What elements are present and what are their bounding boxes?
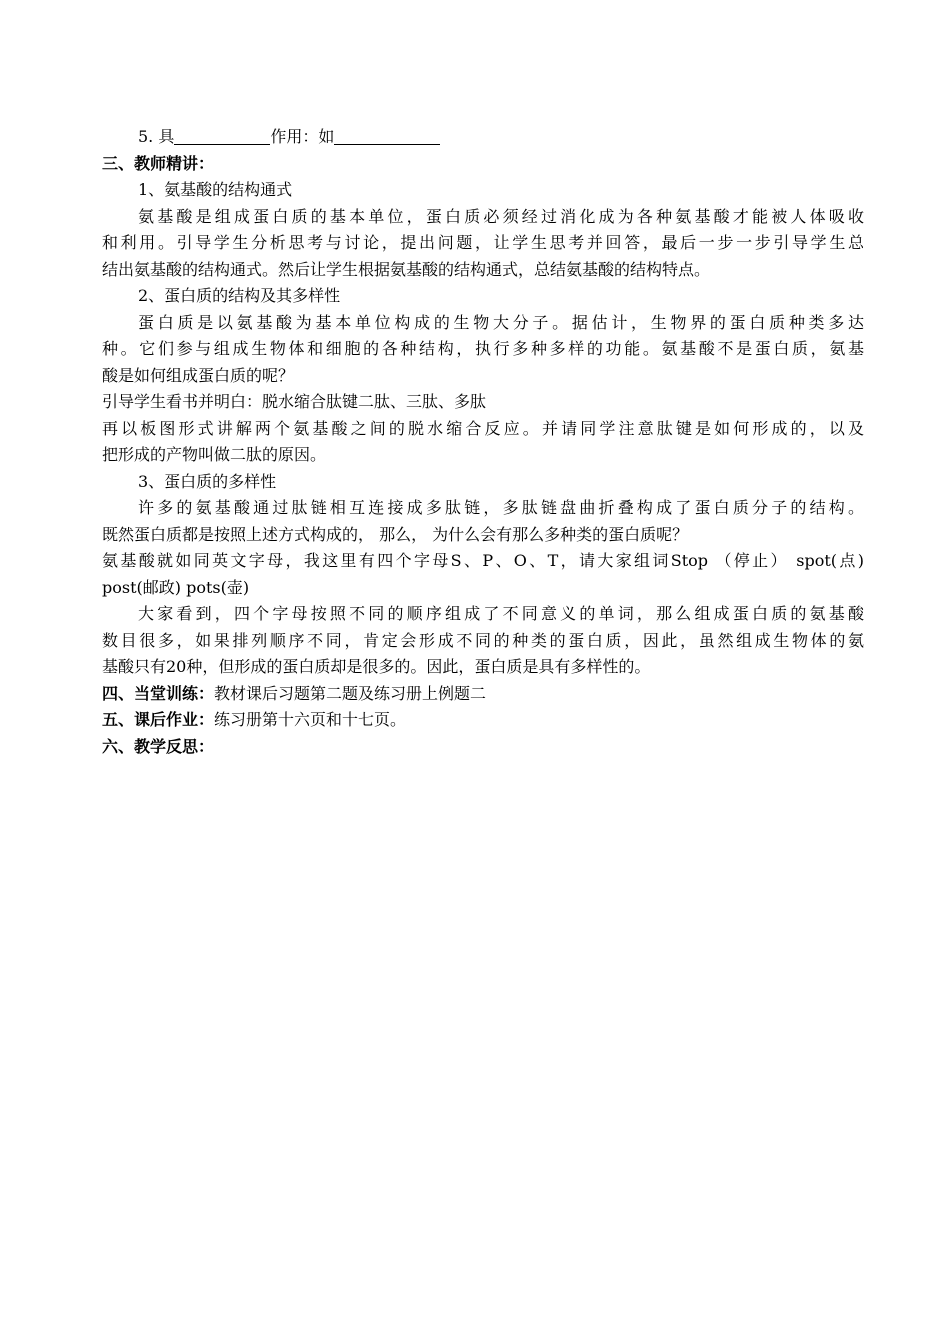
paragraph-line: 氨基酸就如同英文字母，我这里有四个字母S、P、O、T，请大家组词Stop （停止） spot(点) — [102, 551, 864, 570]
paragraph-line: 大家看到，四个字母按照不同的顺序组成了不同意义的单词，那么组成蛋白质的氨基酸 — [138, 604, 864, 623]
section-3-sub3-title: 3、蛋白质的多样性 — [138, 471, 277, 491]
item-5-line — [102, 124, 864, 151]
paragraph-line: 种。它们参与组成生物体和细胞的各种结构，执行多种多样的功能。氨基酸不是蛋白质，氨基 — [102, 339, 864, 358]
paragraph-line: 引导学生看书并明白：脱水缩合肽键二肽、三肽、多肽 — [102, 392, 487, 411]
paragraph-line: 把形成的产物叫做二肽的原因。 — [102, 445, 327, 464]
section-5 — [102, 707, 864, 734]
paragraph-line: 蛋白质是以氨基酸为基本单位构成的生物大分子。据估计，生物界的蛋白质种类多达 — [138, 312, 864, 332]
document-page — [102, 124, 864, 760]
section-3-sub2-title: 2、蛋白质的结构及其多样性 — [138, 286, 341, 305]
paragraph-line: 氨基酸是组成蛋白质的基本单位，蛋白质必须经过消化成为各种氨基酸才能被人体吸收 — [138, 206, 864, 226]
section-4-text: 教材课后习题第二题及练习册上例题二 — [214, 683, 487, 703]
paragraph-line: 许多的氨基酸通过肽链相互连接成多肽链，多肽链盘曲折叠构成了蛋白质分子的结构。 — [138, 498, 864, 517]
section-5-text: 练习册第十六页和十七页。 — [214, 710, 407, 729]
item-5-prefix: 5. 具 — [138, 127, 175, 146]
fill-blank-2[interactable] — [334, 126, 440, 145]
paragraph-line: post(邮政) pots(壶) — [102, 577, 250, 597]
section-3-sub1-title: 1、氨基酸的结构通式 — [138, 180, 293, 199]
section-6-heading: 六、教学反思： — [102, 736, 215, 756]
fill-blank-1[interactable] — [174, 126, 270, 145]
section-4 — [102, 681, 864, 708]
section-4-heading: 四、当堂训练： — [102, 683, 215, 703]
paragraph-line: 既然蛋白质都是按照上述方式构成的， 那么， 为什么会有那么多种类的蛋白质呢？ — [102, 524, 689, 544]
paragraph-line: 结出氨基酸的结构通式。然后让学生根据氨基酸的结构通式，总结氨基酸的结构特点。 — [102, 259, 711, 279]
section-3-heading: 三、教师精讲： — [102, 153, 215, 173]
paragraph-line: 数目很多，如果排列顺序不同，肯定会形成不同的种类的蛋白质，因此，虽然组成生物体的氨 — [102, 630, 864, 650]
paragraph-line: 再以板图形式讲解两个氨基酸之间的脱水缩合反应。并请同学注意肽键是如何形成的，以及 — [102, 418, 864, 438]
section-5-heading: 五、课后作业： — [102, 710, 215, 729]
paragraph-line: 酸是如何组成蛋白质的呢？ — [102, 365, 295, 385]
paragraph-line: 和利用。引导学生分析思考与讨论，提出问题，让学生思考并回答，最后一步一步引导学生总 — [102, 233, 864, 252]
item-5-middle: 作用：如 — [270, 127, 335, 146]
paragraph-line: 基酸只有20种，但形成的蛋白质却是很多的。因此，蛋白质是具有多样性的。 — [102, 657, 651, 676]
